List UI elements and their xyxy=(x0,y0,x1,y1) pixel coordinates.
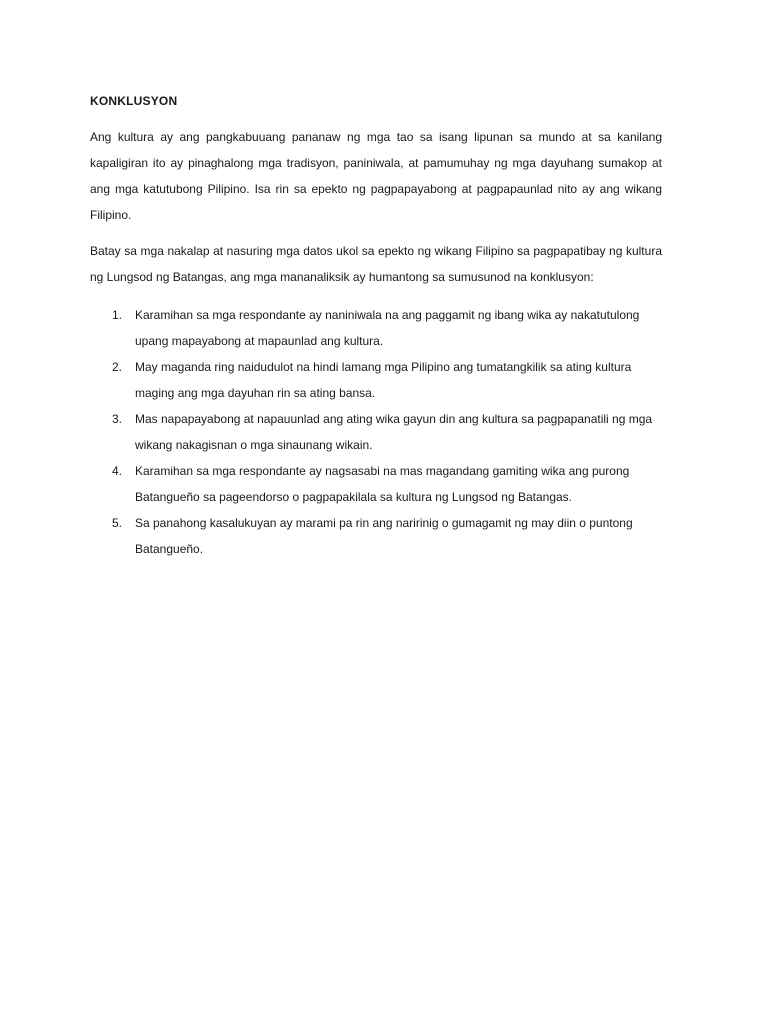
list-item-text: Sa panahong kasalukuyan ay marami pa rin ang naririnig o gumagamit ng may diin o puntong Batangueño. xyxy=(135,516,633,556)
paragraph-basis: Batay sa mga nakalap at nasuring mga datos ukol sa epekto ng wikang Filipino sa pagpapatibay ng kultura ng Lungsod ng Batangas, ang mga mananaliksik ay humantong sa sumusunod na konklusyon: xyxy=(90,244,662,284)
document-page xyxy=(90,92,662,562)
list-item-number: 2. xyxy=(112,360,123,374)
conclusion-list xyxy=(90,302,662,562)
list-item-text: May maganda ring naidudulot na hindi lamang mga Pilipino ang tumatangkilik sa ating kultura maging ang mga dayuhan rin sa ating bansa. xyxy=(135,360,632,400)
paragraph-intro: Ang kultura ay ang pangkabuuang pananaw ng mga tao sa isang lipunan sa mundo at sa kanilang kapaligiran ito ay pinaghalong mga tradisyon, paniniwala, at pamumuhay ng mga dayuhang sumakop at ang mga katutubong Pilipino. Isa rin sa epekto ng pagpapayabong at pagpapaunlad nito ay ang wikang Filipino. xyxy=(90,130,662,222)
list-item-text: Karamihan sa mga respondante ay naniniwala na ang paggamit ng ibang wika ay nakatutulong upang mapayabong at mapaunlad ang kultura. xyxy=(135,308,640,348)
list-item-number: 1. xyxy=(112,308,123,322)
list-item xyxy=(90,354,662,406)
list-item-number: 5. xyxy=(112,516,123,530)
list-item-number: 3. xyxy=(112,412,123,426)
list-item-text: Karamihan sa mga respondante ay nagsasabi na mas magandang gamiting wika ang purong Batangueño sa pageendorso o pagpapakilala sa kultura ng Lungsod ng Batangas. xyxy=(135,464,630,504)
list-item xyxy=(90,302,662,354)
document-heading: KONKLUSYON xyxy=(90,94,178,108)
list-item-number: 4. xyxy=(112,464,123,478)
list-item xyxy=(90,510,662,562)
list-item xyxy=(90,406,662,458)
list-item xyxy=(90,458,662,510)
list-item-text: Mas napapayabong at napauunlad ang ating wika gayun din ang kultura sa pagpapanatili ng mga wikang nakagisnan o mga sinaunang wikain. xyxy=(135,412,653,452)
